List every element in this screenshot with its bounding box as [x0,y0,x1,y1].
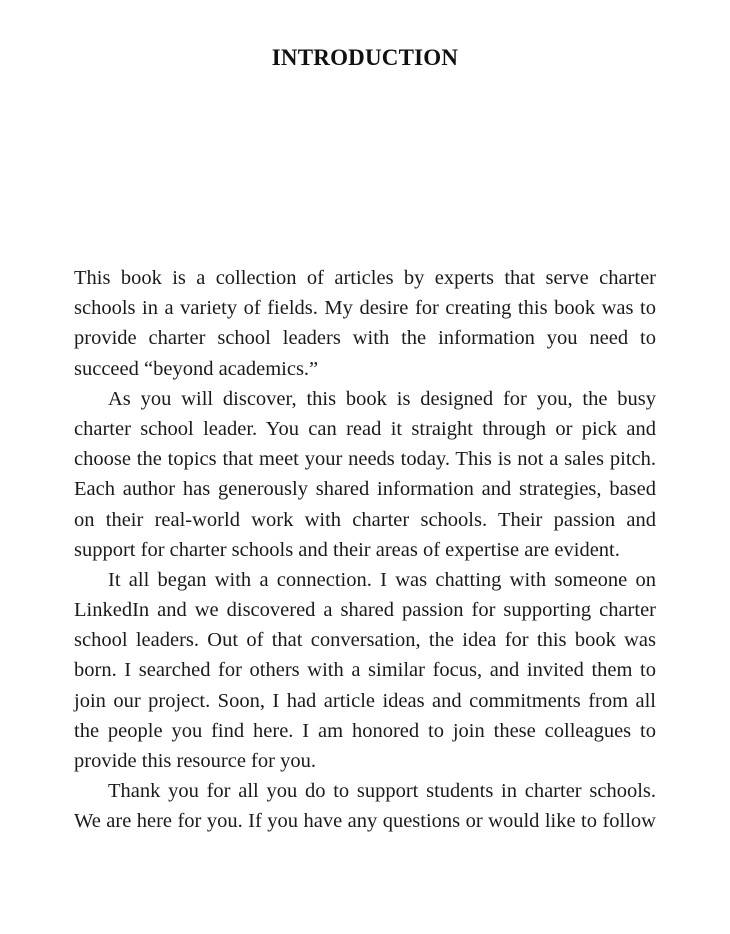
paragraph-1 [74,263,656,384]
text-line: choose the topics that meet your needs today. This is not a sales pitch. [74,448,656,471]
text-line: charter school leader. You can read it straight through or pick and [74,417,656,440]
text-line: Thank you for all you do to support students in charter schools. [108,780,656,803]
text-line: provide this resource for you. [74,750,316,772]
text-line: support for charter schools and their areas of expertise are evident. [74,538,620,561]
text-line: provide charter school leaders with the information you need to [74,327,656,350]
text-line: Each author has generously shared information and strategies, based [74,478,656,501]
text-line: LinkedIn and we discovered a shared passion for supporting charter [74,599,656,622]
page-title: INTRODUCTION [271,45,459,71]
text-line: It all began with a connection. I was chatting with someone on [108,568,656,591]
paragraph-4 [74,776,656,836]
text-line: We are here for you. If you have any questions or would like to follow [74,810,656,833]
text-line: on their real-world work with charter schools. Their passion and [74,508,656,531]
paragraph-3 [74,565,656,776]
paragraph-2 [74,384,656,565]
text-line: schools in a variety of fields. My desire for creating this book was to [74,297,656,320]
text-line: born. I searched for others with a similar focus, and invited them to [74,659,656,682]
text-line: This book is a collection of articles by experts that serve charter [74,267,656,289]
text-line: As you will discover, this book is designed for you, the busy [108,387,656,410]
text-line: school leaders. Out of that conversation, the idea for this book was [74,629,656,652]
text-line: the people you find here. I am honored to join these colleagues to [74,719,656,742]
introduction-body [74,263,656,837]
text-line: succeed “beyond academics.” [74,357,319,380]
text-line: join our project. Soon, I had article ideas and commitments from all [74,689,656,712]
